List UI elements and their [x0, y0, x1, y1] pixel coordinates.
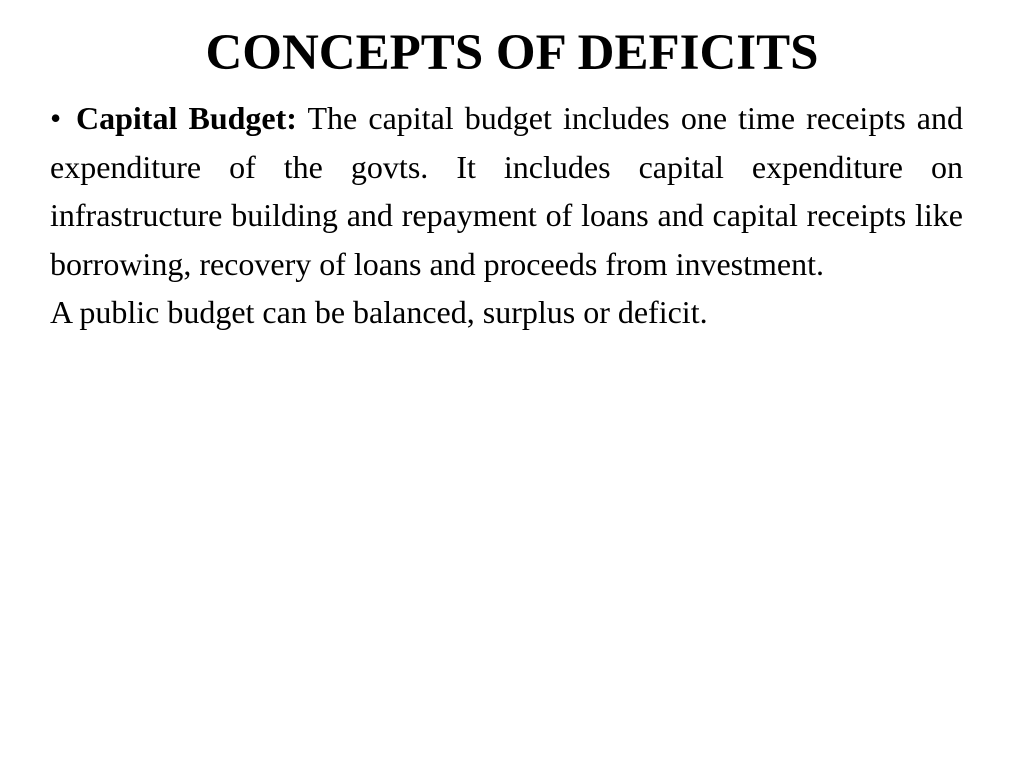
- slide-content: [50, 94, 963, 337]
- bullet-paragraph: [50, 94, 963, 288]
- term-label: Capital Budget:: [76, 100, 297, 136]
- slide-title: CONCEPTS OF DEFICITS: [205, 25, 819, 81]
- bullet-icon: •: [50, 100, 62, 136]
- budget-types-note: A public budget can be balanced, surplus or deficit.: [50, 294, 708, 330]
- term-definition: The capital budget includes one time receipts and expenditure of the govts. It includes capital expenditure on infrastructure building and repayment of loans and capital receipts like borrowing, recovery of loans and proceeds from investment.: [50, 100, 964, 282]
